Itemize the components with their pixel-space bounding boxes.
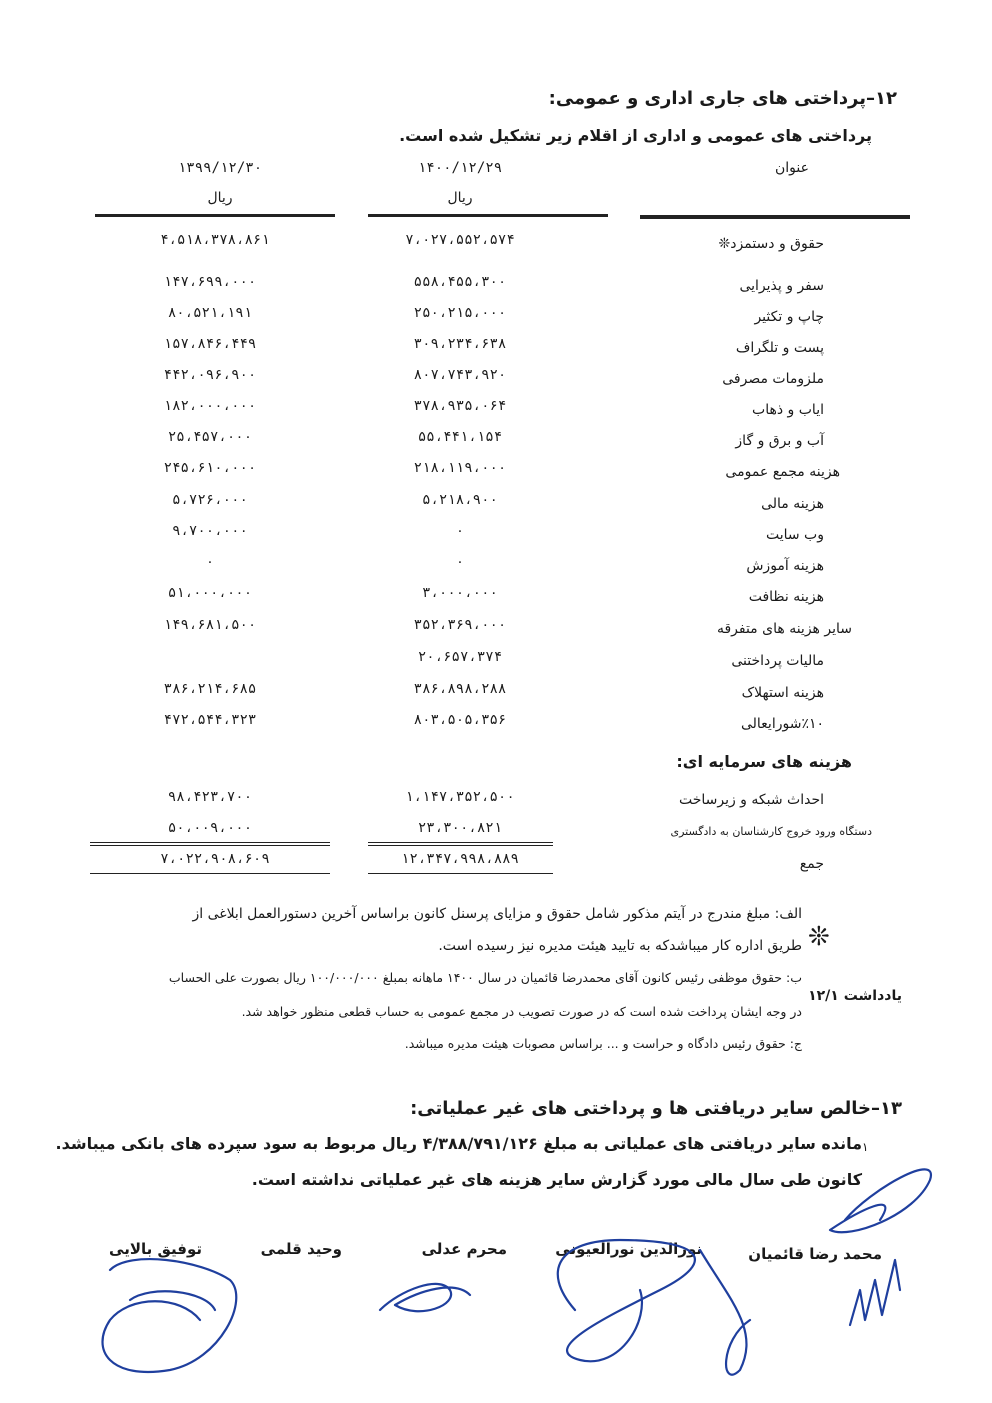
- header-rule-1399: [95, 214, 335, 217]
- row-label: سفر و پذیرایی: [739, 278, 824, 294]
- total-rule-top2-1400: [368, 845, 553, 846]
- row-value-1399: ۱۴۹،۶۸۱،۵۰۰: [163, 617, 257, 633]
- signatory-name: نورالدین نورالعیونی: [555, 1240, 702, 1258]
- row-label: آب و برق و گاز: [735, 433, 824, 449]
- capital-row-label: احداث شبکه و زیرساخت: [678, 792, 824, 808]
- row-value-1400: ۲۵۰،۲۱۵،۰۰۰: [413, 305, 507, 321]
- capital-heading: هزینه های سرمایه ای:: [676, 752, 852, 771]
- note-line-a2: طریق اداره کار میباشدکه به تایید هیئت مدیره نیز رسیده است.: [438, 938, 802, 954]
- total-rule-top-1400: [368, 842, 553, 843]
- row-value-1400: ۳۵۲،۳۶۹،۰۰۰: [413, 617, 507, 633]
- row-value-1400: ۳۸۶،۸۹۸،۲۸۸: [413, 681, 507, 697]
- row-value-1399: ۱۸۲،۰۰۰،۰۰۰: [163, 398, 257, 414]
- column-1399-unit: ریال: [207, 190, 233, 206]
- capital-row-value-1399: ۵۰،۰۰۹،۰۰۰: [167, 820, 253, 836]
- row-value-1399: ۵،۷۲۶،۰۰۰: [172, 492, 248, 508]
- column-1399-date: ۱۳۹۹/۱۲/۳۰: [177, 160, 263, 176]
- row-value-1400: ۷،۰۲۷،۵۵۲،۵۷۴: [405, 232, 515, 248]
- row-value-1400: ۵۵،۴۴۱،۱۵۴: [417, 429, 503, 445]
- row-value-1399: ۲۴۵،۶۱۰،۰۰۰: [163, 460, 257, 476]
- header-rule-1400: [368, 214, 608, 217]
- total-rule-top-1399: [90, 842, 330, 843]
- row-value-1399: ۰: [205, 554, 215, 570]
- row-label: هزینه نظافت: [748, 589, 824, 605]
- total-rule-top2-1399: [90, 845, 330, 846]
- section-13-line-1: مانده سایر دریافتی های عملیاتی به مبلغ ۴/۳۸۸/۷۹۱/۱۲۶ ریال مربوط به سود سپرده های بانکی میباشد.: [55, 1134, 862, 1153]
- row-value-1400: ۲۱۸،۱۱۹،۰۰۰: [413, 460, 507, 476]
- row-label: هزینه آموزش: [746, 558, 824, 574]
- section-13-line-2: کانون طی سال مالی مورد گزارش سایر هزینه های غیر عملیاتی نداشته است.: [251, 1170, 862, 1189]
- row-value-1399: ۳۸۶،۲۱۴،۶۸۵: [163, 681, 257, 697]
- section-12-subtitle: پرداختی های عمومی و اداری از اقلام زیر تشکیل شده است.: [399, 126, 872, 145]
- note-reference-label: یادداشت ۱۲/۱: [808, 988, 902, 1004]
- signature-mark: [700, 1250, 750, 1375]
- note-line-b1: ب: حقوق موظفی رئیس کانون آقای محمدرضا قائمیان در سال ۱۴۰۰ ماهانه بمبلغ ۱۰۰/۰۰۰/۰۰۰ ریال بصورت علی الحساب: [168, 970, 802, 985]
- section-13-title: ۱۳–خالص سایر دریافتی ها و پرداختی های غیر عملیاتی:: [410, 1098, 902, 1119]
- row-value-1399: ۴،۵۱۸،۳۷۸،۸۶۱: [160, 232, 270, 248]
- row-value-1400: ۵۵۸،۴۵۵،۳۰۰: [413, 274, 507, 290]
- row-value-1400: ۳۷۸،۹۳۵،۰۶۴: [413, 398, 507, 414]
- row-value-1399: ۹،۷۰۰،۰۰۰: [172, 523, 248, 539]
- row-label: وب سایت: [765, 527, 824, 543]
- row-label: ملزومات مصرفی: [722, 371, 824, 387]
- signatory-name: وحید قلمی: [260, 1240, 342, 1258]
- row-label: ایاب و ذهاب: [752, 402, 824, 418]
- signature-mark: [830, 1169, 931, 1232]
- note-line-b2: در وجه ایشان پرداخت شده است که در صورت تصویب در مجمع عمومی به حساب قطعی منظور خواهد شد.: [241, 1004, 802, 1019]
- signature-mark: [850, 1260, 900, 1325]
- capital-row-value-1399: ۹۸،۴۲۳،۷۰۰: [167, 789, 253, 805]
- column-1400-unit: ریال: [447, 190, 473, 206]
- row-value-1399: ۴۷۲،۵۴۴،۳۲۳: [163, 712, 257, 728]
- total-value-1399: ۷،۰۲۲،۹۰۸،۶۰۹: [160, 851, 270, 867]
- signature-mark: [130, 1291, 215, 1310]
- total-rule-bottom-1400: [368, 873, 553, 874]
- row-value-1399: ۵۱،۰۰۰،۰۰۰: [167, 585, 253, 601]
- note-line-a1: الف: مبلغ مندرج در آیتم مذکور شامل حقوق و مزایای پرسنل کانون براساس آخرین دستورالعمل ابلاغی از: [192, 906, 802, 922]
- capital-row-value-1400: ۲۳،۳۰۰،۸۲۱: [417, 820, 503, 836]
- signature-mark: [103, 1259, 237, 1372]
- total-label: جمع: [799, 856, 824, 872]
- signatory-name: توفیق بالایی: [109, 1240, 202, 1258]
- signature-mark: [380, 1284, 470, 1311]
- handwritten-signatures: [0, 1120, 992, 1403]
- row-value-1400: ۸۰۷،۷۴۳،۹۲۰: [413, 367, 507, 383]
- row-value-1399: ۴۴۲،۰۹۶،۹۰۰: [163, 367, 257, 383]
- row-value-1400: ۳،۰۰۰،۰۰۰: [422, 585, 498, 601]
- signature-mark: [558, 1240, 695, 1361]
- row-value-1399: ۸۰،۵۲۱،۱۹۱: [167, 305, 253, 321]
- row-label: هزینه استهلاک: [741, 685, 824, 701]
- row-value-1399: ۲۵،۴۵۷،۰۰۰: [167, 429, 253, 445]
- row-value-1400: ۵،۲۱۸،۹۰۰: [422, 492, 498, 508]
- capital-row-label: دستگاه ورود خروج کارشناسان به دادگستری: [670, 825, 872, 838]
- row-label: حقوق و دستمزد❊: [718, 236, 824, 252]
- row-label: چاپ و تکثیر: [754, 309, 824, 325]
- asterisk-icon: ❊: [808, 922, 830, 952]
- capital-row-value-1400: ۱،۱۴۷،۳۵۲،۵۰۰: [405, 789, 515, 805]
- row-value-1400: ۳۰۹،۲۳۴،۶۳۸: [413, 336, 507, 352]
- section-12-title: ۱۲–پرداختی های جاری اداری و عمومی:: [548, 88, 897, 109]
- row-label: ٪۱۰شورایعالی: [740, 716, 824, 732]
- row-value-1399: ۱۵۷،۸۴۶،۴۴۹: [163, 336, 257, 352]
- section-13-bullet: ۱: [862, 1140, 869, 1154]
- row-value-1400: ۰: [455, 554, 465, 570]
- signatory-name: محمد رضا قائمیان: [748, 1245, 882, 1263]
- signatory-name: محرم عدلی: [421, 1240, 507, 1258]
- row-label: پست و تلگراف: [735, 340, 824, 356]
- row-label: مالیات پرداختنی: [731, 653, 824, 669]
- row-label: هزینه مجمع عمومی: [725, 464, 840, 480]
- row-value-1400: ۲۰،۶۵۷،۳۷۴: [417, 649, 503, 665]
- header-rule-title: [640, 215, 910, 219]
- total-value-1400: ۱۲،۳۴۷،۹۹۸،۸۸۹: [400, 851, 519, 867]
- row-value-1399: ۱۴۷،۶۹۹،۰۰۰: [163, 274, 257, 290]
- column-1400-date: ۱۴۰۰/۱۲/۲۹: [417, 160, 503, 176]
- row-value-1400: ۰: [455, 523, 465, 539]
- row-value-1400: ۸۰۳،۵۰۵،۳۵۶: [413, 712, 507, 728]
- row-label: سایر هزینه های متفرقه: [716, 621, 852, 637]
- row-label: هزینه مالی: [761, 496, 824, 512]
- total-rule-bottom-1399: [90, 873, 330, 874]
- column-title-header: عنوان: [775, 160, 809, 176]
- note-line-c: ج: حقوق رئیس دادگاه و حراست و ... براساس مصوبات هیئت مدیره میباشد.: [404, 1036, 802, 1051]
